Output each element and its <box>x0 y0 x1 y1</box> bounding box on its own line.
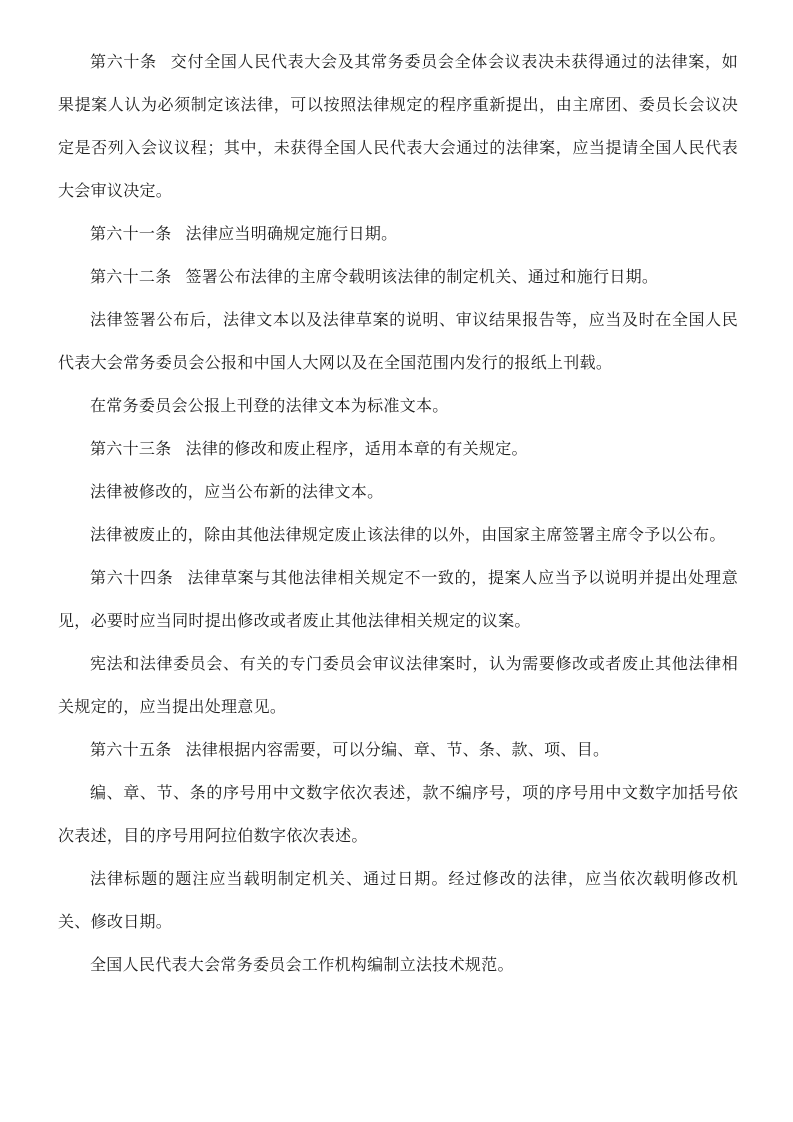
paragraph-text: 法律被废止的，除由其他法律规定废止该法律的以外，由国家主席签署主席令予以公布。 <box>90 525 726 544</box>
paragraph-article-65 <box>58 728 738 771</box>
paragraph-text: 编、章、节、条的序号用中文数字依次表述，款不编序号，项的序号用中文数字加括号依次表述，目的序号用阿拉伯数字依次表述。 <box>58 783 738 845</box>
article-number: 第六十四条 <box>90 568 174 587</box>
article-number: 第六十五条 <box>90 740 172 759</box>
paragraph-article-65-clause-4 <box>58 943 738 986</box>
paragraph-article-63-clause-2 <box>58 470 738 513</box>
paragraph-article-63-clause-3 <box>58 513 738 556</box>
article-number: 第六十二条 <box>90 267 172 286</box>
paragraph-article-65-clause-2 <box>58 771 738 857</box>
paragraph-article-62-clause-3 <box>58 384 738 427</box>
paragraph-text: 宪法和法律委员会、有关的专门委员会审议法律案时，认为需要修改或者废止其他法律相关规定的，应当提出处理意见。 <box>58 654 738 716</box>
paragraph-article-64 <box>58 556 738 642</box>
paragraph-text: 法律标题的题注应当载明制定机关、通过日期。经过修改的法律，应当依次载明修改机关、修改日期。 <box>58 869 738 931</box>
paragraph-text: 法律应当明确规定施行日期。 <box>185 224 398 243</box>
paragraph-article-62 <box>58 255 738 298</box>
article-number: 第六十三条 <box>90 439 172 458</box>
paragraph-article-60 <box>58 40 738 212</box>
paragraph-text: 法律签署公布后，法律文本以及法律草案的说明、审议结果报告等，应当及时在全国人民代表大会常务委员会公报和中国人大网以及在全国范围内发行的报纸上刊载。 <box>58 310 738 372</box>
document-body <box>58 40 738 986</box>
article-number: 第六十条 <box>90 52 157 71</box>
paragraph-text: 法律草案与其他法律相关规定不一致的，提案人应当予以说明并提出处理意见，必要时应当同时提出修改或者废止其他法律相关规定的议案。 <box>58 568 738 630</box>
paragraph-text: 签署公布法律的主席令载明该法律的制定机关、通过和施行日期。 <box>185 267 659 286</box>
paragraph-text: 交付全国人民代表大会及其常务委员会全体会议表决未获得通过的法律案，如果提案人认为必须制定该法律，可以按照法律规定的程序重新提出，由主席团、委员长会议决定是否列入会议议程；其中，未获得全国人民代表大会通过的法律案，应当提请全国人民代表大会审议决定。 <box>58 52 738 200</box>
paragraph-article-62-clause-2 <box>58 298 738 384</box>
paragraph-text: 法律根据内容需要，可以分编、章、节、条、款、项、目。 <box>185 740 610 759</box>
paragraph-text: 法律被修改的，应当公布新的法律文本。 <box>90 482 384 501</box>
paragraph-article-61 <box>58 212 738 255</box>
paragraph-article-64-clause-2 <box>58 642 738 728</box>
paragraph-article-65-clause-3 <box>58 857 738 943</box>
paragraph-text: 在常务委员会公报上刊登的法律文本为标准文本。 <box>90 396 449 415</box>
paragraph-article-63 <box>58 427 738 470</box>
paragraph-text: 全国人民代表大会常务委员会工作机构编制立法技术规范。 <box>90 955 514 974</box>
paragraph-text: 法律的修改和废止程序，适用本章的有关规定。 <box>185 439 528 458</box>
article-number: 第六十一条 <box>90 224 172 243</box>
